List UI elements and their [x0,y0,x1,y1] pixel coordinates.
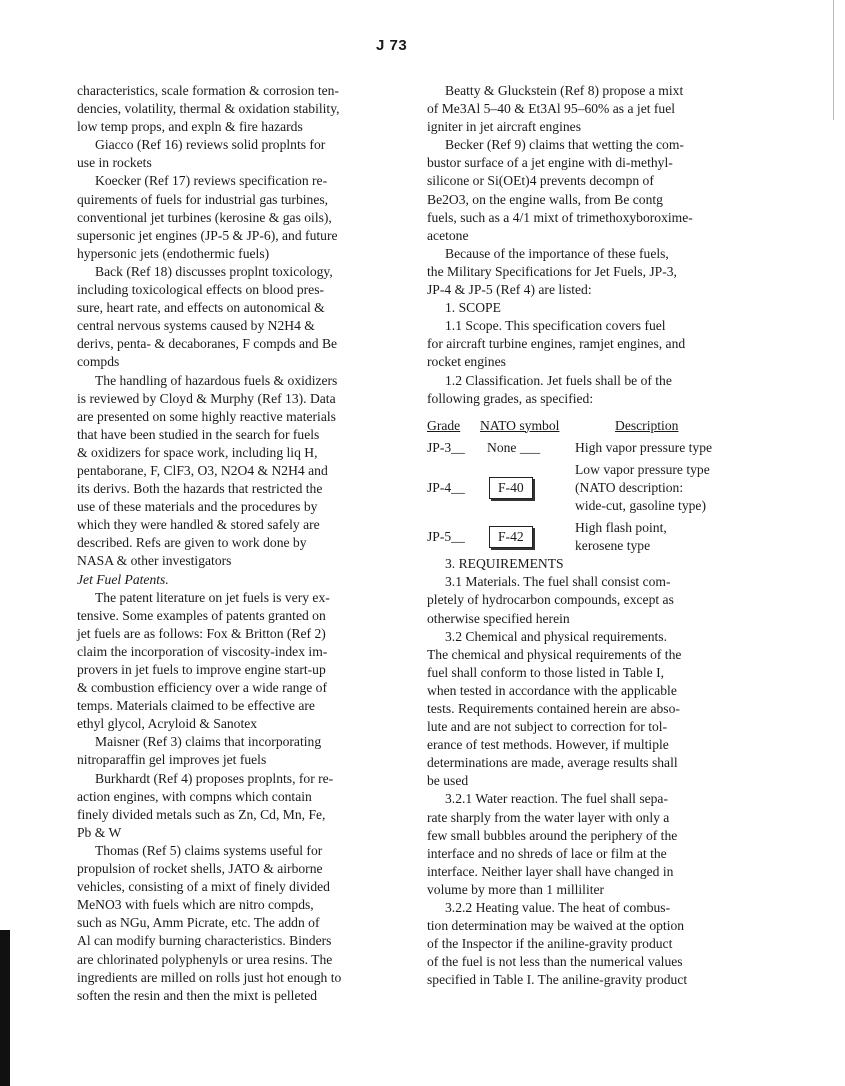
description-line: High flash point, [575,520,667,536]
description-line: Low vapor pressure type [575,461,710,477]
text-line: The chemical and physical requirements of the [427,646,682,662]
text-line: interface and no shreds of lace or film at the [427,845,667,861]
text-line: volume by more than 1 milliliter [427,881,605,897]
grade-row-jp3 [427,439,737,457]
text-line: characteristics, scale formation & corrosion ten- [77,83,339,98]
text-line: otherwise specified herein [427,610,570,626]
description-header: Description [615,417,679,433]
text-line: provers in jet fuels to improve engine start-up [77,662,326,677]
text-line: rate sharply from the water layer with only a [427,809,670,825]
text-line: Beatty & Gluckstein (Ref 8) propose a mixt [445,83,684,98]
text-line: compds [77,354,120,370]
description-cell [575,461,737,515]
left-column [77,82,382,1005]
text-line: fuel shall conform to those listed in Table I, [427,664,665,680]
text-line: vehicles, consisting of a mixt of finely divided [77,879,330,895]
text-line: 3.1 Materials. The fuel shall consist com- [445,574,671,590]
text-line: following grades, as specified: [427,390,594,406]
text-line: that have been studied in the search for fuels [77,426,320,442]
text-line: NASA & other investigators [77,553,232,569]
text-line: use in rockets [77,155,152,171]
text-line: bustor surface of a jet engine with di-methyl- [427,155,673,171]
text-line: igniter in jet aircraft engines [427,119,581,135]
text-line: Becker (Ref 9) claims that wetting the com- [445,137,684,153]
text-line: are presented on some highly reactive materials [77,408,336,424]
text-line: action engines, with compns which contain [77,788,312,804]
text-line: & oxidizers for space work, including liq H, [77,444,318,460]
text-line: 3.2.2 Heating value. The heat of combus- [445,900,671,916]
description-cell: High vapor pressure type [575,439,713,455]
text-line: Al can modify burning characteristics. Binders [77,933,332,949]
section-heading: Jet Fuel Patents. [77,571,169,587]
text-line: including toxicological effects on blood pres- [77,282,325,298]
text-line: & combustion efficiency over a wide range of [77,680,328,696]
nato-symbol-box: F-40 [489,477,533,499]
text-line: Because of the importance of these fuels, [445,245,669,261]
text-line: claim the incorporation of viscosity-index im- [77,643,328,659]
grade-row-jp4 [427,461,737,515]
text-line: rocket engines [427,354,506,370]
text-line: nitroparaffin gel improves jet fuels [77,752,267,768]
right-column-bottom-text [427,555,737,989]
page-number: J 73 [376,37,408,54]
description-line: kerosene type [575,538,651,554]
grade-cell: JP-3__ [427,439,465,455]
text-line: hypersonic jets (endothermic fuels) [77,245,270,261]
text-line: silicone or Si(OEt)4 prevents decompn of [427,173,654,189]
text-line: tion determination may be waived at the option [427,918,685,934]
text-line: of the Inspector if the aniline-gravity product [427,936,673,952]
text-line: Koecker (Ref 17) reviews specification re- [95,173,328,189]
text-line: its derivs. Both the hazards that restricted the [77,481,323,497]
right-column-top-text [427,82,737,408]
grade-header: Grade [427,417,461,433]
text-line: of Me3Al 5–40 & Et3Al 95–60% as a jet fuel [427,101,676,117]
text-line: are chlorinated polyphenyls or urea resins. The [77,951,333,967]
text-line: of the fuel is not less than the numerical values [427,954,683,970]
text-line: tensive. Some examples of patents granted on [77,607,326,623]
text-line: Pb & W [77,824,122,840]
text-line: The handling of hazardous fuels & oxidizers [95,372,338,388]
text-line: quirements of fuels for industrial gas turbines, [77,191,329,207]
description-line: wide-cut, gasoline type) [575,497,706,513]
text-line: dencies, volatility, thermal & oxidation stability, [77,101,340,117]
text-line: determinations are made, average results shall [427,755,678,771]
text-line: supersonic jet engines (JP-5 & JP-6), and future [77,227,338,243]
text-line: finely divided metals such as Zn, Cd, Mn, Fe, [77,806,326,822]
text-line: when tested in accordance with the applicable [427,682,677,698]
grade-cell: JP-5__ [427,529,465,545]
text-line: 3.2.1 Water reaction. The fuel shall sepa- [445,791,668,807]
text-line: soften the resin and then the mixt is pelleted [77,987,318,1003]
text-line: central nervous systems caused by N2H4 & [77,318,315,334]
text-line: ethyl glycol, Acryloid & Sanotex [77,716,258,732]
right-column [427,82,737,990]
text-line: lute and are not subject to correction for tol- [427,719,668,735]
text-line: 3. REQUIREMENTS [445,556,564,572]
description-line: (NATO description: [575,479,684,495]
text-line: such as NGu, Amm Picrate, etc. The addn of [77,915,320,931]
text-line: for aircraft turbine engines, ramjet engines, and [427,336,686,352]
nato-cell: None ___ [487,439,541,455]
text-line: fuels, such as a 4/1 mixt of trimethoxyboroxime- [427,209,693,225]
text-line: derivs, penta- & decaboranes, F compds and Be [77,336,338,352]
text-line: 1.1 Scope. This specification covers fuel [445,318,666,334]
text-line: which they were handled & stored safely are [77,517,320,533]
scan-margin-bar [0,930,10,1086]
text-line: Back (Ref 18) discusses proplnt toxicology, [95,263,333,279]
text-line: described. Refs are given to work done by [77,535,307,551]
grade-cell: JP-4__ [427,479,465,495]
text-line: few small bubbles around the periphery of the [427,827,678,843]
text-line: tests. Requirements contained herein are abso- [427,701,680,716]
text-line: ingredients are milled on rolls just hot enough to [77,969,342,985]
grade-table-header [427,417,737,435]
text-line: use of these materials and the procedures by [77,499,318,515]
text-line: Maisner (Ref 3) claims that incorporating [95,734,322,750]
nato-symbol-header: NATO symbol [480,417,560,433]
text-line: be used [427,773,469,789]
text-line: temps. Materials claimed to be effective are [77,698,315,714]
text-line: acetone [427,227,469,243]
nato-symbol-box: F-42 [489,526,533,548]
page-edge-rule [833,0,834,120]
text-line: 3.2 Chemical and physical requirements. [445,628,667,644]
grade-table [427,417,737,556]
text-line: MeNO3 with fuels which are nitro compds, [77,897,314,913]
text-line: the Military Specifications for Jet Fuels, JP-3, [427,263,677,279]
text-line: Giacco (Ref 16) reviews solid proplnts for [95,137,326,153]
text-line: Burkhardt (Ref 4) proposes proplnts, for re- [95,770,334,786]
text-line: jet fuels are as follows: Fox & Britton (Ref 2) [77,625,326,641]
grade-row-jp5 [427,519,737,555]
text-line: pentaborane, F, ClF3, O3, N2O4 & N2H4 and [77,462,328,478]
text-line: 1. SCOPE [445,300,501,316]
text-line: JP-4 & JP-5 (Ref 4) are listed: [427,282,592,298]
text-line: conventional jet turbines (kerosine & gas oils), [77,209,332,225]
text-line: sure, heart rate, and effects on autonomical & [77,300,325,316]
text-line: pletely of hydrocarbon compounds, except as [427,592,674,608]
text-line: 1.2 Classification. Jet fuels shall be of the [445,372,672,388]
text-line: low temp props, and expln & fire hazards [77,119,303,135]
text-line: erance of test methods. However, if multiple [427,737,669,753]
text-line: is reviewed by Cloyd & Murphy (Ref 13). Data [77,390,336,406]
text-line: specified in Table I. The aniline-gravity product [427,972,688,988]
description-cell [575,519,737,555]
text-line: The patent literature on jet fuels is very ex- [95,589,330,605]
text-line: propulsion of rocket shells, JATO & airborne [77,861,323,877]
text-line: Be2O3, on the engine walls, from Be contg [427,191,663,207]
text-line: Thomas (Ref 5) claims systems useful for [95,842,323,858]
text-line: interface. Neither layer shall have changed in [427,863,674,879]
